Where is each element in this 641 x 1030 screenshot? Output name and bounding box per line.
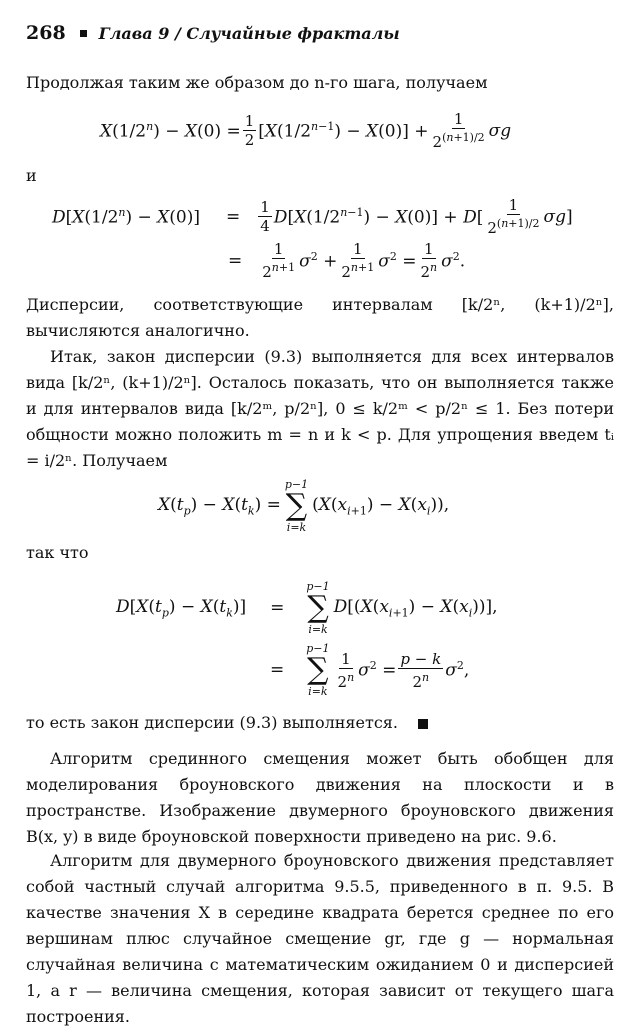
running-title: Глава 9 / Случайные фракталы (98, 23, 400, 43)
equation-sum-variance-line2: = p−1 ∑ i=k $\frac{1}{2^n}$ $\sigma^2$ = $\frac{p - k}{2^n}$ $\sigma^2$, (270, 642, 470, 698)
intro-line: Продолжая таким же образом до n-го шага, получаем (26, 73, 488, 92)
page-header (26, 22, 400, 44)
conjunction-and: и (26, 166, 37, 185)
conclusion-text: то есть закон дисперсии (9.3) выполняется. (26, 713, 398, 732)
paragraph-dispersions: Дисперсии, соответствующие интервалам [k/2ⁿ, (k+1)/2ⁿ], вычисляются аналогично. (26, 295, 614, 340)
header-bullet (80, 30, 87, 37)
equation-increment: $X(1/2^n) - X(0)$ = $\frac{1}{2}$ $[X(1/2^{n-1}) - X(0)]$ + $\frac{1}{2^{(n+1)/2}}$ σg (100, 110, 512, 151)
paragraph-2d-brownian: Алгоритм для двумерного броуновского движения представляет собой частный случай алгоритма 9.5.5, приведенного в п. 9.5. В качестве значения X в середине квадрата берется среднее по его вершинам плюс случайное смещение gr, где g — нормальная случайная величина с математическим ожиданием 0 и дисперсией 1, а r — величина смещения, которая зависит от текущего шага построения. (26, 851, 614, 1026)
page-number: 268 (26, 22, 66, 44)
paragraph-midpoint-algorithm: Алгоритм срединного смещения может быть обобщен для моделирования броуновского движения на плоскости и в пространстве. Изображение двумерного броуновского движения B(x, y) в виде броуновской поверхности приведено на рис. 9.6. (26, 749, 614, 846)
so-that: так что (26, 543, 89, 562)
qed-square-icon (418, 719, 428, 729)
equation-variance-line2: = $\frac{1}{2^{n+1}}$ $\sigma^2$ + $\frac{1}{2^{n+1}}$ $\sigma^2$ = $\frac{1}{2^n}$ $\sigma^2$. (228, 240, 466, 281)
equation-variance-line1: $D[X(1/2^n) - X(0)]$ = $\frac{1}{4}$ $D[X(1/2^{n-1}) - X(0)] + D$[ $\frac{1}{2^{(n+1)/2}}$ σg] (52, 196, 573, 237)
conclusion-line (26, 712, 428, 734)
equation-sum-variance-line1: $D[X(t_p) - X(t_k)]$ = p−1 ∑ i=k $D[(X(x_{i+1}) - X(x_i))]$, (116, 580, 498, 636)
equation-sum-increments: $X(t_p) - X(t_k)$ = p−1 ∑ i=k $(X(x_{i+1}) - X(x_i))$, (158, 478, 450, 534)
paragraph-dispersion-law: Итак, закон дисперсии (9.3) выполняется для всех интервалов вида [k/2ⁿ, (k+1)/2ⁿ]. Осталось показать, что он выполняется также и для интервалов вида [k/2ᵐ, p/2ⁿ], 0 ≤ k/2ᵐ < p/2ⁿ ≤ 1. Без потери общности можно положить m = n и k < p. Для упрощения введем tᵢ = i/2ⁿ. Получаем (26, 347, 614, 470)
